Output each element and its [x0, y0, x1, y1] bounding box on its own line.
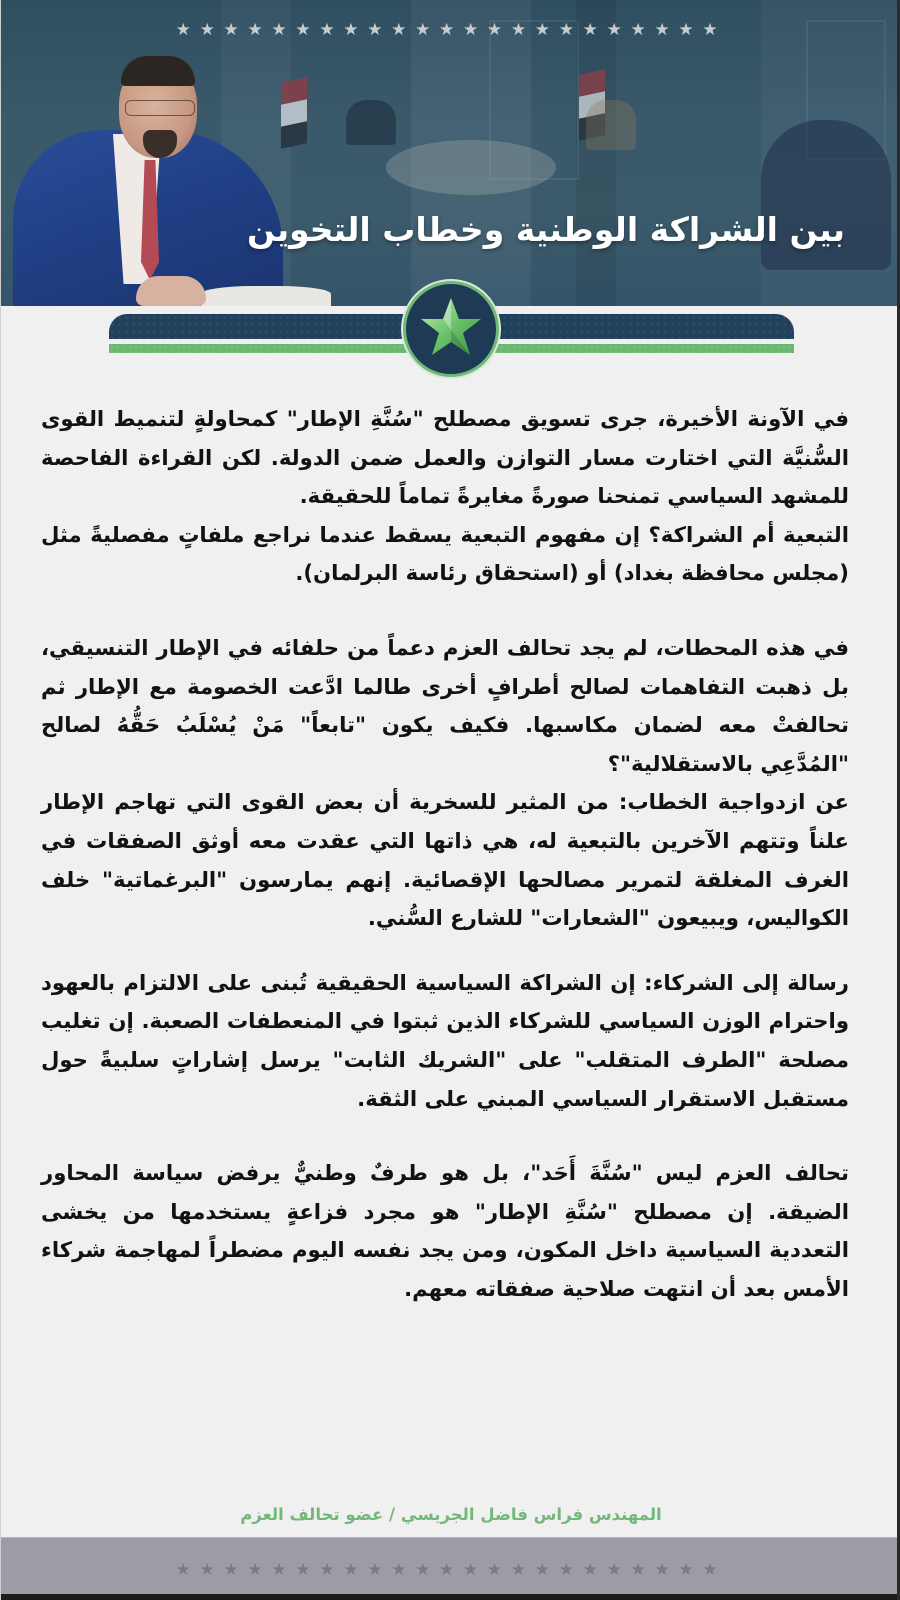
- author-signature: المهندس فراس فاضل الجريسي / عضو تحالف العزم: [240, 1505, 662, 1524]
- article-body: [41, 400, 849, 1308]
- author-glasses: [125, 100, 195, 116]
- author-hair: [121, 56, 195, 86]
- author-hand: [136, 276, 206, 306]
- stars-row-bottom: ★★★★★★★★★★★★★★★★★★★★★★★: [175, 1560, 727, 1580]
- article-paragraph: تحالف العزم ليس "سُنَّةَ أَحَد"، بل هو طرفٌ وطنيٌّ يرفض سياسة المحاور الضيقة. إن مصطلح "سُنَّةِ الإطار" هو مجرد فزاعةٍ يستخدمها من يخشى التعددية السياسية داخل المكون، ومن يجد نفسه اليوم مضطراً لمهاجمة شركاء الأمس بعد أن انتهت صلاحية صفقاته معهم.: [41, 1160, 849, 1301]
- stars-row-top: ★★★★★★★★★★★★★★★★★★★★★★★: [175, 20, 727, 40]
- author-photo: [1, 50, 331, 306]
- background-door: [576, 0, 616, 306]
- article-paragraph: التبعية أم الشراكة؟ إن مفهوم التبعية يسقط عندما نراجع ملفاتٍ مفصليةً مثل (مجلس محافظة بغداد) أو (استحقاق رئاسة البرلمان).: [41, 521, 849, 586]
- page-title: بين الشراكة الوطنية وخطاب التخوين: [247, 210, 845, 249]
- article-paragraph: في الآونة الأخيرة، جرى تسويق مصطلح "سُنَّةِ الإطار" كمحاولةٍ لتنميط القوى السُّنيَّة التي اختارت مسار التوازن والعمل ضمن الدولة. لكن القراءة الفاحصة للمشهد السياسي تمنحنا صورةً مغايرةً تماماً للحقيقة.: [41, 406, 849, 509]
- background-person: [586, 100, 636, 150]
- green-star-icon: [418, 294, 484, 360]
- article-paragraph: رسالة إلى الشركاء: إن الشراكة السياسية الحقيقية تُبنى على الالتزام بالعهود واحترام الوزن السياسي للشركاء الذين ثبتوا في المنعطفات الصعبة. إن تغليب مصلحة "الطرف المتقلب" على "الشريك الثابت" يرسل إشاراتٍ سلبيةً حول مستقبل الاستقرار السياسي المبني على الثقة.: [41, 969, 849, 1111]
- footer-edge: [1, 1594, 900, 1600]
- article-paragraph: عن ازدواجية الخطاب: من المثير للسخرية أن بعض القوى التي تهاجم الإطار علناً وتتهم الآخرين بالتبعية له، هي ذاتها التي عقدت معه أوثق الصفقات في الغرف المغلقة لتمرير مصالحها الإقصائية. إنهم يمارسون "البرغماتية" خلف الكواليس، ويبيعون "الشعارات" للشارع السُّني.: [41, 789, 849, 931]
- star-emblem: [403, 281, 499, 377]
- document-paper: [201, 286, 331, 306]
- meeting-table: [386, 140, 556, 195]
- article-paragraph: في هذه المحطات، لم يجد تحالف العزم دعماً من حلفائه في الإطار التنسيقي، بل ذهبت التفاهمات لصالح أطرافٍ أخرى طالما ادَّعت الخصومة مع الإطار ثم تحالفتْ معه لضمان مكاسبها. فكيف يكون "تابعاً" مَنْ يُسْلَبُ حَقُّهُ لصالح "المُدَّعِي بالاستقلالية"؟: [41, 634, 849, 776]
- background-person: [346, 100, 396, 145]
- header-banner: [1, 0, 900, 306]
